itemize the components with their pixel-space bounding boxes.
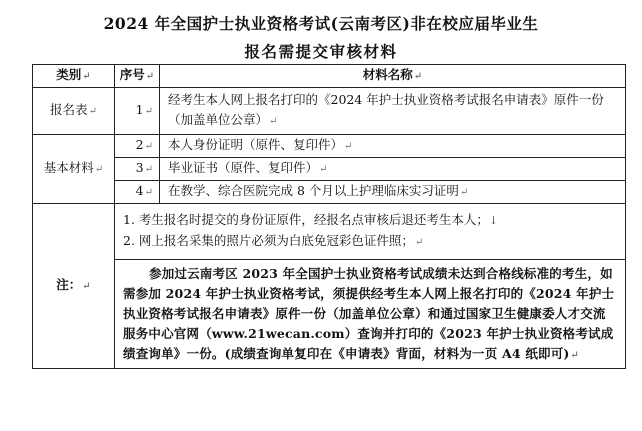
header-material: 材料名称↵ (160, 65, 626, 88)
return-mark-icon: ↵ (319, 164, 328, 175)
return-mark-icon: ↵ (144, 106, 153, 117)
return-mark-icon: ↵ (413, 71, 423, 82)
category-cell: 报名表↵ (33, 88, 115, 135)
return-mark-icon: ↵ (144, 187, 153, 198)
notes-paragraph-cell (115, 260, 626, 369)
return-mark-icon: ↵ (88, 106, 97, 117)
return-mark-icon: ↵ (269, 116, 278, 127)
material-cell: 经考生本人网上报名打印的《2024 年护士执业资格考试报名申请表》原件一份（加盖单位公章）↵ (160, 88, 626, 135)
return-mark-icon: ↵ (344, 141, 353, 152)
table-row (33, 135, 626, 158)
table-row (33, 158, 626, 181)
return-mark-icon: ↵ (459, 187, 469, 198)
materials-table (32, 64, 626, 369)
category-cell: 基本材料↵ (33, 135, 115, 204)
table-header-row (33, 65, 626, 88)
header-category: 类别↵ (33, 65, 115, 88)
table-row (33, 88, 626, 135)
material-cell: 毕业证书（原件、复印件）↵ (160, 158, 626, 181)
return-mark-icon: ↵ (414, 237, 424, 248)
document-title-line2: 报名需提交审核材料 (244, 42, 398, 61)
notes-list-cell (115, 204, 626, 260)
index-cell: 4↵ (115, 181, 160, 204)
notes-row-paragraph (33, 260, 626, 369)
return-mark-icon: ↵ (82, 71, 91, 82)
return-mark-icon: ↵ (570, 350, 580, 361)
note-item: 1. 考生报名时提交的身份证原件，经报名点审核后退还考生本人；↓ (123, 212, 499, 227)
notes-label-cell: 注：↵ (33, 204, 115, 369)
material-cell: 本人身份证明（原件、复印件）↵ (160, 135, 626, 158)
table-row (33, 181, 626, 204)
notes-paragraph-text: 参加过云南考区 2023 年全国护士执业资格考试成绩未达到合格线标准的考生，如需参加 2024 年护士执业资格考试，须提供经考生本人网上报名打印的《2024 年护士执业资格考试报名申请表》原件一份（加盖单位公章）和通过国家卫生健康委人才交流服务中心官网（www.21wecan.com）查询并打印的《2023 年护士执业资格考试成绩查询单》一份。(成绩查询单复印在《申请表》背面，材料为一页 A4 纸即可) (123, 266, 615, 361)
material-cell: 在教学、综合医院完成 8 个月以上护理临床实习证明↵ (160, 181, 626, 204)
down-arrow-icon: ↓ (488, 214, 499, 227)
return-mark-icon: ↵ (82, 281, 91, 292)
return-mark-icon: ↵ (94, 164, 104, 175)
index-cell: 2↵ (115, 135, 160, 158)
document-title-line1: 2024 年全国护士执业资格考试(云南考区)非在校应届毕业生 (103, 14, 539, 33)
return-mark-icon: ↵ (145, 71, 155, 82)
note-item: 2. 网上报名采集的照片必须为白底免冠彩色证件照；↵ (123, 233, 424, 248)
index-cell: 3↵ (115, 158, 160, 181)
notes-row-list (33, 204, 626, 260)
header-index: 序号↵ (115, 65, 160, 88)
return-mark-icon: ↵ (144, 141, 153, 152)
return-mark-icon: ↵ (144, 164, 153, 175)
index-cell: 1↵ (115, 88, 160, 135)
